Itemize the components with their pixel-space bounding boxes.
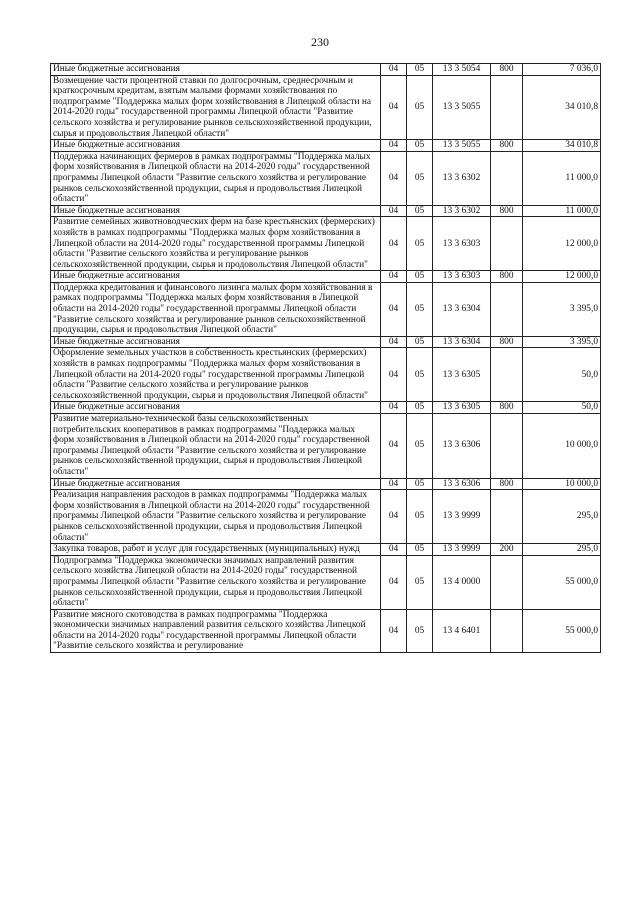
row-name-cell: Поддержка начинающих фермеров в рамках подпрограммы "Поддержка малых форм хозяйствования в Липецкой области на 2014-2020 годы" государственной программы Липецкой области "Развитие сельского хозяйства и регулирование рынков сельскохозяйственной продукции, сырья и продовольствия Липецкой области" xyxy=(51,151,381,205)
row-name-cell: Иные бюджетные ассигнования xyxy=(51,140,381,152)
table-row xyxy=(51,151,601,205)
table-row xyxy=(51,555,601,609)
row-subsection-cell: 05 xyxy=(407,205,433,217)
row-target-article-cell: 13 3 5054 xyxy=(433,64,491,76)
row-name-cell: Иные бюджетные ассигнования xyxy=(51,478,381,490)
row-name-cell: Развитие семейных животноводческих ферм на базе крестьянских (фермерских) хозяйств в рамках подпрограммы "Поддержка малых форм хозяйствования в Липецкой области на 2014-2020 годы" государственной программы Липецкой области "Развитие сельского хозяйства и регулирование рынков сельскохозяйственной продукции, сырья и продовольствия Липецкой области" xyxy=(51,217,381,271)
row-section-cell: 04 xyxy=(381,414,407,479)
row-subsection-cell: 05 xyxy=(407,348,433,402)
row-expense-type-cell xyxy=(491,348,523,402)
row-target-article-cell: 13 4 0000 xyxy=(433,555,491,609)
row-subsection-cell: 05 xyxy=(407,336,433,348)
table-row xyxy=(51,75,601,140)
row-subsection-cell: 05 xyxy=(407,282,433,336)
table-row xyxy=(51,336,601,348)
row-target-article-cell: 13 3 6304 xyxy=(433,282,491,336)
row-section-cell: 04 xyxy=(381,217,407,271)
table-row xyxy=(51,478,601,490)
row-section-cell: 04 xyxy=(381,205,407,217)
row-target-article-cell: 13 3 6305 xyxy=(433,348,491,402)
row-section-cell: 04 xyxy=(381,478,407,490)
row-expense-type-cell xyxy=(491,75,523,140)
row-subsection-cell: 05 xyxy=(407,555,433,609)
row-amount-cell: 10 000,0 xyxy=(523,478,601,490)
row-subsection-cell: 05 xyxy=(407,75,433,140)
row-section-cell: 04 xyxy=(381,75,407,140)
row-expense-type-cell xyxy=(491,490,523,544)
row-amount-cell: 12 000,0 xyxy=(523,217,601,271)
row-amount-cell: 295,0 xyxy=(523,490,601,544)
table-row xyxy=(51,217,601,271)
table-row xyxy=(51,64,601,76)
row-name-cell: Иные бюджетные ассигнования xyxy=(51,271,381,283)
row-expense-type-cell: 800 xyxy=(491,205,523,217)
budget-table-body xyxy=(51,64,601,653)
row-expense-type-cell: 200 xyxy=(491,544,523,556)
row-expense-type-cell: 800 xyxy=(491,271,523,283)
table-row xyxy=(51,402,601,414)
row-target-article-cell: 13 3 6306 xyxy=(433,478,491,490)
row-amount-cell: 11 000,0 xyxy=(523,205,601,217)
row-section-cell: 04 xyxy=(381,151,407,205)
row-expense-type-cell xyxy=(491,609,523,652)
row-section-cell: 04 xyxy=(381,336,407,348)
row-amount-cell: 34 010,8 xyxy=(523,75,601,140)
row-amount-cell: 3 395,0 xyxy=(523,282,601,336)
row-subsection-cell: 05 xyxy=(407,217,433,271)
row-subsection-cell: 05 xyxy=(407,544,433,556)
table-row xyxy=(51,609,601,652)
table-row xyxy=(51,205,601,217)
row-name-cell: Поддержка кредитования и финансового лизинга малых форм хозяйствования в рамках подпрограммы "Поддержка малых форм хозяйствования в Липецкой области на 2014-2020 годы" государственной программы Липецкой области "Развитие сельского хозяйства и регулирование рынков сельскохозяйственной продукции, сырья и продовольствия Липецкой области" xyxy=(51,282,381,336)
row-expense-type-cell: 800 xyxy=(491,336,523,348)
row-amount-cell: 50,0 xyxy=(523,402,601,414)
row-name-cell: Иные бюджетные ассигнования xyxy=(51,402,381,414)
row-target-article-cell: 13 3 5055 xyxy=(433,75,491,140)
row-name-cell: Иные бюджетные ассигнования xyxy=(51,205,381,217)
row-name-cell: Развитие материально-технической базы сельскохозяйственных потребительских кооперативов в рамках подпрограммы "Поддержка малых форм хозяйствования в Липецкой области на 2014-2020 годы" государственной программы Липецкой области "Развитие сельского хозяйства и регулирование рынков сельскохозяйственной продукции, сырья и продовольствия Липецкой области" xyxy=(51,414,381,479)
row-amount-cell: 50,0 xyxy=(523,348,601,402)
row-section-cell: 04 xyxy=(381,271,407,283)
row-expense-type-cell xyxy=(491,217,523,271)
row-section-cell: 04 xyxy=(381,64,407,76)
row-target-article-cell: 13 3 6306 xyxy=(433,414,491,479)
row-expense-type-cell xyxy=(491,555,523,609)
row-subsection-cell: 05 xyxy=(407,271,433,283)
row-subsection-cell: 05 xyxy=(407,64,433,76)
row-section-cell: 04 xyxy=(381,348,407,402)
page-number: 230 xyxy=(311,35,329,49)
row-target-article-cell: 13 3 6304 xyxy=(433,336,491,348)
row-name-cell: Развитие мясного скотоводства в рамках подпрограммы "Поддержка экономически значимых направлений развития сельского хозяйства Липецкой области на 2014-2020 годы" государственной программы Липецкой области "Развитие сельского хозяйства и регулирование xyxy=(51,609,381,652)
row-subsection-cell: 05 xyxy=(407,490,433,544)
budget-table xyxy=(50,63,601,653)
row-target-article-cell: 13 3 9999 xyxy=(433,490,491,544)
row-subsection-cell: 05 xyxy=(407,140,433,152)
row-expense-type-cell xyxy=(491,414,523,479)
table-row xyxy=(51,271,601,283)
row-target-article-cell: 13 3 9999 xyxy=(433,544,491,556)
row-name-cell: Возмещение части процентной ставки по долгосрочным, среднесрочным и краткосрочным кредитам, взятым малыми формами хозяйствования по подпрограмме "Поддержка малых форм хозяйствования в Липецкой области на 2014-2020 годы" государственной программы Липецкой области "Развитие сельского хозяйства и регулирование рынков сельскохозяйственной продукции, сырья и продовольствия Липецкой области" xyxy=(51,75,381,140)
row-name-cell: Закупка товаров, работ и услуг для государственных (муниципальных) нужд xyxy=(51,544,381,556)
row-section-cell: 04 xyxy=(381,282,407,336)
row-section-cell: 04 xyxy=(381,402,407,414)
row-target-article-cell: 13 3 6305 xyxy=(433,402,491,414)
row-amount-cell: 10 000,0 xyxy=(523,414,601,479)
row-section-cell: 04 xyxy=(381,555,407,609)
row-expense-type-cell: 800 xyxy=(491,140,523,152)
row-amount-cell: 11 000,0 xyxy=(523,151,601,205)
row-target-article-cell: 13 3 6303 xyxy=(433,271,491,283)
row-target-article-cell: 13 3 6302 xyxy=(433,151,491,205)
row-amount-cell: 55 000,0 xyxy=(523,555,601,609)
row-amount-cell: 3 395,0 xyxy=(523,336,601,348)
row-subsection-cell: 05 xyxy=(407,151,433,205)
row-expense-type-cell: 800 xyxy=(491,64,523,76)
row-expense-type-cell: 800 xyxy=(491,402,523,414)
row-name-cell: Оформление земельных участков в собственность крестьянских (фермерских) хозяйств в рамках подпрограммы "Поддержка малых форм хозяйствования в Липецкой области на 2014-2020 годы" государственной программы Липецкой области "Развитие сельского хозяйства и регулирование рынков сельскохозяйственной продукции, сырья и продовольствия Липецкой области" xyxy=(51,348,381,402)
row-name-cell: Иные бюджетные ассигнования xyxy=(51,64,381,76)
row-subsection-cell: 05 xyxy=(407,402,433,414)
row-section-cell: 04 xyxy=(381,609,407,652)
table-row xyxy=(51,348,601,402)
row-subsection-cell: 05 xyxy=(407,478,433,490)
row-section-cell: 04 xyxy=(381,140,407,152)
row-expense-type-cell xyxy=(491,282,523,336)
row-name-cell: Реализация направления расходов в рамках подпрограммы "Поддержка малых форм хозяйствования в Липецкой области на 2014-2020 годы" государственной программы Липецкой области "Развитие сельского хозяйства и регулирование рынков сельскохозяйственной продукции, сырья и продовольствия Липецкой области" xyxy=(51,490,381,544)
row-subsection-cell: 05 xyxy=(407,609,433,652)
row-amount-cell: 55 000,0 xyxy=(523,609,601,652)
row-target-article-cell: 13 3 6303 xyxy=(433,217,491,271)
row-amount-cell: 34 010,8 xyxy=(523,140,601,152)
row-section-cell: 04 xyxy=(381,490,407,544)
row-name-cell: Иные бюджетные ассигнования xyxy=(51,336,381,348)
table-row xyxy=(51,544,601,556)
row-target-article-cell: 13 3 5055 xyxy=(433,140,491,152)
table-row xyxy=(51,140,601,152)
table-row xyxy=(51,490,601,544)
row-amount-cell: 12 000,0 xyxy=(523,271,601,283)
row-expense-type-cell: 800 xyxy=(491,478,523,490)
row-section-cell: 04 xyxy=(381,544,407,556)
row-expense-type-cell xyxy=(491,151,523,205)
row-amount-cell: 295,0 xyxy=(523,544,601,556)
table-row xyxy=(51,282,601,336)
row-name-cell: Подпрограмма "Поддержка экономически значимых направлений развития сельского хозяйства Липецкой области на 2014-2020 годы" государственной программы Липецкой области "Развитие сельского хозяйства и регулирование рынков сельскохозяйственной продукции, сырья и продовольствия Липецкой области" xyxy=(51,555,381,609)
row-subsection-cell: 05 xyxy=(407,414,433,479)
table-row xyxy=(51,414,601,479)
row-amount-cell: 7 036,0 xyxy=(523,64,601,76)
row-target-article-cell: 13 3 6302 xyxy=(433,205,491,217)
row-target-article-cell: 13 4 6401 xyxy=(433,609,491,652)
